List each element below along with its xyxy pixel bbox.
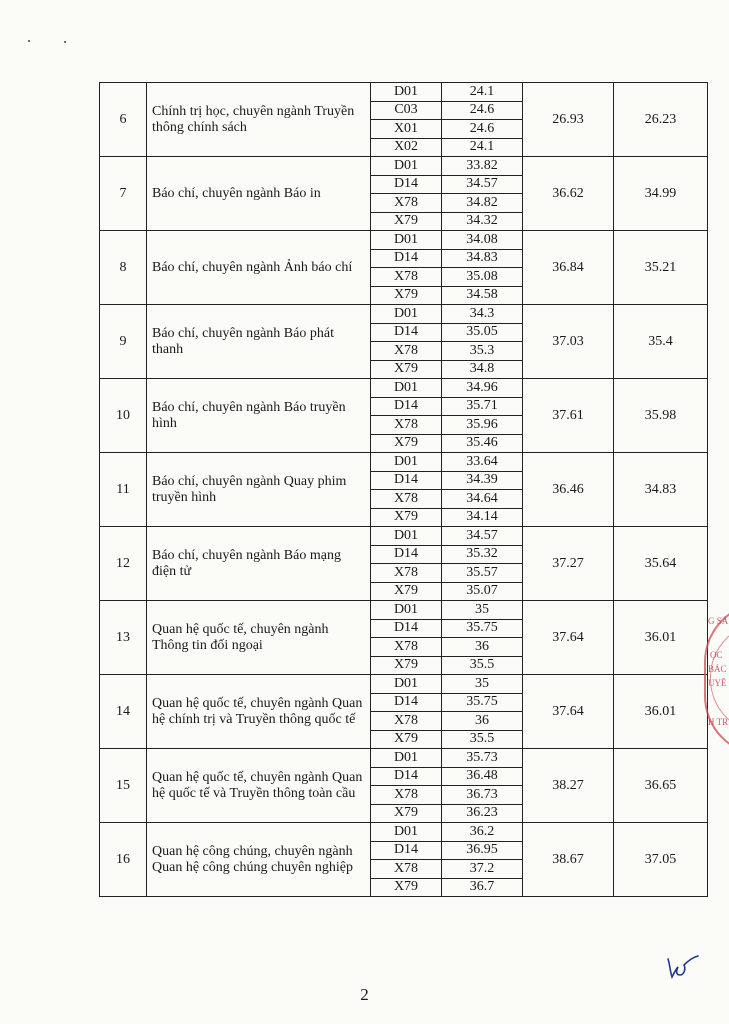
major-name: Quan hệ quốc tế, chuyên ngành Quan hệ quốc tế và Truyền thông toàn cầu	[152, 769, 363, 801]
major-name-cell	[147, 749, 371, 823]
score-column-a: 36.84	[523, 231, 614, 305]
table-row	[100, 601, 708, 620]
subject-combination: X01	[371, 120, 442, 139]
major-name-cell	[147, 231, 371, 305]
row-number: 16	[100, 823, 147, 897]
major-name-cell	[147, 527, 371, 601]
combination-score: 33.82	[442, 157, 523, 176]
score-column-b: 36.01	[614, 601, 708, 675]
subject-combination: X78	[371, 860, 442, 879]
scan-specks	[28, 40, 78, 46]
major-name: Báo chí, chuyên ngành Báo in	[152, 185, 321, 201]
stamp-text-3: BÁC	[708, 664, 727, 674]
row-number: 7	[100, 157, 147, 231]
row-number: 6	[100, 83, 147, 157]
score-column-a: 37.64	[523, 675, 614, 749]
combination-score: 34.3	[442, 305, 523, 324]
subject-combination: X78	[371, 786, 442, 805]
combination-score: 34.32	[442, 212, 523, 231]
subject-combination: D01	[371, 675, 442, 694]
subject-combination: X79	[371, 360, 442, 379]
combination-score: 35.71	[442, 397, 523, 416]
combination-score: 36.73	[442, 786, 523, 805]
combination-score: 33.64	[442, 453, 523, 472]
subject-combination: D01	[371, 379, 442, 398]
table-body	[100, 83, 708, 897]
row-number: 8	[100, 231, 147, 305]
row-number: 10	[100, 379, 147, 453]
combination-score: 35.96	[442, 416, 523, 435]
red-seal-stamp	[698, 602, 729, 752]
score-column-b: 35.64	[614, 527, 708, 601]
major-name-cell	[147, 83, 371, 157]
subject-combination: D14	[371, 249, 442, 268]
table-row	[100, 749, 708, 768]
combination-score: 35.73	[442, 749, 523, 768]
subject-combination: X79	[371, 434, 442, 453]
combination-score: 36.23	[442, 804, 523, 823]
stamp-text-5: H TR	[708, 717, 729, 727]
subject-combination: D01	[371, 527, 442, 546]
row-number: 11	[100, 453, 147, 527]
combination-score: 24.6	[442, 101, 523, 120]
combination-score: 35.32	[442, 545, 523, 564]
major-name: Báo chí, chuyên ngành Ảnh báo chí	[152, 259, 353, 275]
combination-score: 35	[442, 675, 523, 694]
combination-score: 36.2	[442, 823, 523, 842]
subject-combination: X78	[371, 712, 442, 731]
major-name-cell	[147, 157, 371, 231]
score-column-b: 35.21	[614, 231, 708, 305]
subject-combination: X02	[371, 138, 442, 157]
score-column-a: 36.46	[523, 453, 614, 527]
major-name: Báo chí, chuyên ngành Báo mạng điện tử	[152, 547, 341, 579]
major-name: Báo chí, chuyên ngành Báo phát thanh	[152, 325, 334, 357]
score-column-b: 34.83	[614, 453, 708, 527]
combination-score: 35.75	[442, 693, 523, 712]
subject-combination: D14	[371, 619, 442, 638]
combination-score: 35.05	[442, 323, 523, 342]
subject-combination: D01	[371, 749, 442, 768]
table-row	[100, 231, 708, 250]
score-column-a: 36.62	[523, 157, 614, 231]
major-name-cell	[147, 601, 371, 675]
combination-score: 24.6	[442, 120, 523, 139]
table-row	[100, 675, 708, 694]
subject-combination: X78	[371, 638, 442, 657]
score-column-a: 37.64	[523, 601, 614, 675]
major-name: Quan hệ quốc tế, chuyên ngành Quan hệ chính trị và Truyền thông quốc tế	[152, 695, 363, 727]
table-row	[100, 823, 708, 842]
subject-combination: X79	[371, 582, 442, 601]
admission-score-table	[99, 82, 708, 897]
major-name-cell	[147, 379, 371, 453]
subject-combination: X79	[371, 286, 442, 305]
subject-combination: D01	[371, 305, 442, 324]
subject-combination: X78	[371, 194, 442, 213]
initials-signature	[664, 953, 700, 981]
combination-score: 36.95	[442, 841, 523, 860]
stamp-text-4: UYỀ	[708, 678, 727, 688]
combination-score: 24.1	[442, 83, 523, 102]
subject-combination: C03	[371, 101, 442, 120]
subject-combination: X79	[371, 212, 442, 231]
combination-score: 34.14	[442, 508, 523, 527]
combination-score: 36.48	[442, 767, 523, 786]
subject-combination: D01	[371, 231, 442, 250]
row-number: 13	[100, 601, 147, 675]
combination-score: 34.64	[442, 490, 523, 509]
subject-combination: X78	[371, 342, 442, 361]
subject-combination: D01	[371, 453, 442, 472]
subject-combination: D14	[371, 693, 442, 712]
major-name: Quan hệ công chúng, chuyên ngành Quan hệ công chúng chuyên nghiệp	[152, 843, 353, 875]
subject-combination: X78	[371, 268, 442, 287]
subject-combination: D14	[371, 397, 442, 416]
row-number: 12	[100, 527, 147, 601]
subject-combination: D14	[371, 175, 442, 194]
major-name: Báo chí, chuyên ngành Quay phim truyền hình	[152, 473, 347, 505]
combination-score: 35.46	[442, 434, 523, 453]
subject-combination: X79	[371, 804, 442, 823]
row-number: 14	[100, 675, 147, 749]
combination-score: 35.07	[442, 582, 523, 601]
subject-combination: X79	[371, 508, 442, 527]
combination-score: 36	[442, 638, 523, 657]
subject-combination: D01	[371, 157, 442, 176]
combination-score: 34.83	[442, 249, 523, 268]
table-row	[100, 379, 708, 398]
subject-combination: D01	[371, 823, 442, 842]
major-name-cell	[147, 823, 371, 897]
subject-combination: D14	[371, 471, 442, 490]
subject-combination: X79	[371, 656, 442, 675]
major-name-cell	[147, 453, 371, 527]
combination-score: 34.8	[442, 360, 523, 379]
subject-combination: X78	[371, 416, 442, 435]
subject-combination: X79	[371, 730, 442, 749]
score-column-a: 38.27	[523, 749, 614, 823]
combination-score: 36	[442, 712, 523, 731]
combination-score: 34.08	[442, 231, 523, 250]
score-column-b: 37.05	[614, 823, 708, 897]
page-number: 2	[360, 985, 369, 1004]
subject-combination: D14	[371, 323, 442, 342]
score-column-a: 37.61	[523, 379, 614, 453]
subject-combination: D14	[371, 767, 442, 786]
subject-combination: D14	[371, 841, 442, 860]
combination-score: 35	[442, 601, 523, 620]
major-name: Quan hệ quốc tế, chuyên ngành Thông tin đối ngoại	[152, 621, 329, 653]
combination-score: 34.39	[442, 471, 523, 490]
stamp-text-2: ỌC	[710, 650, 723, 660]
table-row	[100, 83, 708, 102]
score-column-b: 36.01	[614, 675, 708, 749]
major-name-cell	[147, 305, 371, 379]
combination-score: 34.57	[442, 527, 523, 546]
combination-score: 35.5	[442, 730, 523, 749]
table-row	[100, 305, 708, 324]
score-column-b: 26.23	[614, 83, 708, 157]
score-column-b: 34.99	[614, 157, 708, 231]
row-number: 9	[100, 305, 147, 379]
subject-combination: X79	[371, 878, 442, 897]
combination-score: 35.5	[442, 656, 523, 675]
combination-score: 35.3	[442, 342, 523, 361]
subject-combination: D01	[371, 83, 442, 102]
score-column-b: 35.98	[614, 379, 708, 453]
score-column-a: 26.93	[523, 83, 614, 157]
table-row	[100, 527, 708, 546]
combination-score: 35.57	[442, 564, 523, 583]
subject-combination: X78	[371, 490, 442, 509]
major-name: Chính trị học, chuyên ngành Truyền thông chính sách	[152, 103, 355, 135]
combination-score: 35.75	[442, 619, 523, 638]
combination-score: 36.7	[442, 878, 523, 897]
combination-score: 34.96	[442, 379, 523, 398]
subject-combination: D14	[371, 545, 442, 564]
combination-score: 37.2	[442, 860, 523, 879]
score-column-b: 35.4	[614, 305, 708, 379]
combination-score: 24.1	[442, 138, 523, 157]
score-column-b: 36.65	[614, 749, 708, 823]
combination-score: 34.57	[442, 175, 523, 194]
score-column-a: 38.67	[523, 823, 614, 897]
combination-score: 34.58	[442, 286, 523, 305]
table-row	[100, 453, 708, 472]
major-name-cell	[147, 675, 371, 749]
major-name: Báo chí, chuyên ngành Báo truyền hình	[152, 399, 346, 431]
combination-score: 35.08	[442, 268, 523, 287]
combination-score: 34.82	[442, 194, 523, 213]
table-row	[100, 157, 708, 176]
score-column-a: 37.03	[523, 305, 614, 379]
subject-combination: X78	[371, 564, 442, 583]
row-number: 15	[100, 749, 147, 823]
score-column-a: 37.27	[523, 527, 614, 601]
subject-combination: D01	[371, 601, 442, 620]
stamp-text-1: G SẢ	[708, 616, 729, 626]
